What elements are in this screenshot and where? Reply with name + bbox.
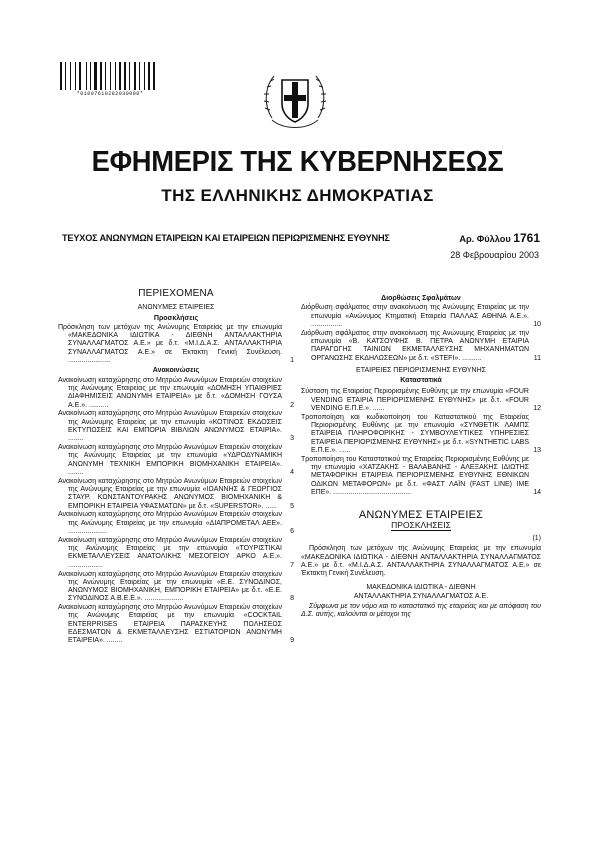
issue-label: Αρ. Φύλλου xyxy=(459,234,511,244)
barcode-bar xyxy=(124,62,126,90)
barcode-bar xyxy=(107,62,109,90)
barcode-bar xyxy=(105,62,106,90)
barcode-bar xyxy=(146,62,147,90)
barcode-bar xyxy=(94,62,97,90)
gazette-subtitle: ΤΗΣ ΕΛΛΗΝΙΚΗΣ ΔΗΜΟΚΡΑΤΙΑΣ xyxy=(161,186,434,205)
toc-entry-text: Ανακοίνωση καταχώρησης στο Μητρώο Ανωνύμων Εταιρειών στοιχείων της Ανώνυμης Εταιρείας με την επωνυμία «ΥΔΡΟΔΥΝΑΜΙΚΗ ΑΝΩΝΥΜΗ ΤΕΧΝΙΚΗ ΕΜΠΟΡΙΚΗ ΒΙΟΜΗΧΑΝΙΚΗ ΕΤΑΙΡΕΙΑ». ........ xyxy=(58,444,282,476)
barcode-bar xyxy=(134,62,136,90)
barcode-bar xyxy=(86,62,87,90)
toc-entry-page: 8 xyxy=(290,595,294,603)
barcode-bar xyxy=(122,62,123,90)
barcode-bar xyxy=(144,62,145,90)
barcode-bar xyxy=(130,62,133,90)
toc-section-ae: ΑΝΩΝΥΜΕΣ ΕΤΑΙΡΕΙΕΣ xyxy=(137,304,215,312)
barcode-bar xyxy=(88,62,89,90)
toc-entry xyxy=(58,324,294,365)
toc-entry-text: Ανακοίνωση καταχώρησης στο Μητρώο Ανωνύμων Εταιρειών στοιχείων της Ανώνυμης Εταιρείας με την επωνυμία «Ε.Ε. ΣΥΝΟΔΙΝΟΣ, ΑΝΩΝΥΜΟΣ ΒΙΟΜΗΧΑΝΙΚΗ, ΕΜΠΟΡΙΚΗ ΕΤΑΙΡΕΙΑ» με δ.τ. «Ε.Ε. ΣΥΝΟΔΙΝΟΣ Α.Β.Ε.Ε.». .................... xyxy=(58,570,282,603)
toc-entry-page: 14 xyxy=(533,489,541,497)
toc-entry-text: Ανακοίνωση καταχώρησης στο Μητρώο Ανωνύμων Εταιρειών στοιχείων της Ανώνυμης Εταιρείας με την επωνυμία «ΔΟΜΗΣΗ ΥΠΑΙΘΡΙΕΣ ΔΙΑΦΗΜΙΣΕΙΣ ΑΝΩΝΥΜΗ ΕΤΑΙΡΕΙΑ» με δ.τ. «ΔΟΜΗΣΗ ΓΟΥΣΑ Α.Ε.». .......... xyxy=(58,376,282,409)
barcode-bar xyxy=(151,62,152,90)
barcode-bar xyxy=(127,62,128,90)
barcode-bar xyxy=(82,62,85,90)
barcode-bar xyxy=(100,62,102,90)
toc-left-column xyxy=(58,290,294,646)
barcode-bar xyxy=(63,62,64,90)
barcode-bar xyxy=(70,62,71,90)
barcode-number: *01007610282030008* xyxy=(76,91,144,97)
toc-section-ltd: ΕΤΑΙΡΕΙΕΣ ΠΕΡΙΩΡΙΣΜΕΝΗΣ ΕΥΘΥΝΗΣ xyxy=(356,366,486,374)
toc-entry xyxy=(58,377,294,410)
barcode-bar xyxy=(79,62,81,90)
barcode xyxy=(60,62,158,90)
barcode-bar xyxy=(117,62,118,90)
toc-sub-invitations: Προσκλήσεις xyxy=(153,314,199,322)
toc-entry-page: 10 xyxy=(533,320,541,328)
toc-entry-page: 1 xyxy=(290,357,294,365)
barcode-bar xyxy=(141,62,143,90)
toc-entry-page: 11 xyxy=(533,354,541,362)
toc-entry-text: Ανακοίνωση καταχώρησης στο Μητρώο Ανωνύμων Εταιρειών στοιχείων της Ανώνυμης Εταιρείας με την επωνυμία «COCKTAIL ENTERPRISES ΕΤΑΙΡΕΙΑ ΠΑΡΑΣΚΕΥΗΣ ΠΩΛΗΣΕΩΣ ΕΔΕΣΜΑΤΩΝ & ΕΚΜΕΤΑΛΛΕΥΣΗΣ ΕΣΤΙΑΤΟΡΙΩΝ ΑΝΩΝΥΜΗ ΕΤΑΙΡΕΙΑ». ........ xyxy=(58,604,282,645)
toc-entry-page: 12 xyxy=(533,405,541,413)
toc-entry-text: Τροποποίηση του Καταστατικού της Εταιρείας Περιορισμένης Ευθύνης με την επωνυμία «ΧΑΤΖΑΚΗΣ - ΒΑΛΑΒΑΝΗΣ - ΑΛΕΞΑΚΗΣ ΙΔΙΩΤΗΣ ΜΕΤΑΦΟΡΙΚΗ ΕΤΑΙΡΕΙΑ ΠΕΡΙΟΡΙΣΜΕΝΗΣ ΕΥΘΥΝΗΣ ΕΘΝΙΚΩΝ ΟΔΙΚΩΝ ΜΕΤΑΦΟΡΩΝ» με δ.τ. «ΦΑΣΤ ΛΑΪΝ (FAST LINE) ΙΜΕ ΕΠΕ». ........................................ xyxy=(301,455,529,497)
toc-entry-page: 6 xyxy=(290,528,294,536)
barcode-bar xyxy=(110,62,111,90)
toc-entry-text: Ανακοίνωση καταχώρησης στο Μητρώο Ανωνύμων Εταιρειών στοιχείων της Ανώνυμης Εταιρείας με την επωνυμία «ΤΟΥΡΙΣΤΙΚΑΙ ΕΚΜΕΤΑΛΛΕΥΣΕΙΣ ΑΝΑΤΟΛΙΚΗΣ ΜΕΣΟΓΕΙΟΥ ΑΡΚΟ Α.Ε.». .................. xyxy=(58,536,282,569)
toc-entry xyxy=(58,444,294,477)
barcode-bar xyxy=(103,62,104,90)
toc-entry xyxy=(58,478,294,511)
toc-entry-page: 5 xyxy=(290,502,294,510)
toc-sub-statutes: Καταστατικά xyxy=(400,377,442,385)
barcode-bar xyxy=(60,62,62,90)
toc-entry xyxy=(301,456,541,497)
body-company-line1: ΜΑΚΕΔΟΝΙΚΑ ΙΔΙΩΤΙΚΑ - ΔΙΕΘΝΗ xyxy=(366,584,476,592)
toc-entry xyxy=(58,410,294,443)
barcode-bar xyxy=(137,62,138,90)
barcode-bar xyxy=(153,62,155,90)
toc-entry-text: Ανακοίνωση καταχώρησης στο Μητρώο Ανωνύμων Εταιρειών στοιχείων της Ανώνυμης Εταιρείας με την επωνυμία «ΙΩΑΝΝΗΣ & ΓΕΩΡΓΙΟΣ ΣΤΑΥΡ. ΚΩΝΣΤΑΝΤΟΥΡΑΚΗΣ ΑΝΩΝΥΜΟΣ ΒΙΟΜΗΧΑΝΙΚΗ & ΕΜΠΟΡΙΚΗ ΕΤΑΙΡΕΙΑ ΥΦΑΣΜΑΤΩΝ» με δ.τ. «SUPERSTOR». ...... xyxy=(58,477,282,510)
barcode-bar xyxy=(115,62,116,90)
toc-entry xyxy=(58,604,294,645)
body-item-number: (1) xyxy=(532,534,541,542)
barcode-bar xyxy=(98,62,99,90)
gazette-title: ΕΦΗΜΕΡΙΣ ΤΗΣ ΚΥΒΕΡΝΗΣΕΩΣ xyxy=(91,146,504,178)
toc-entry-text: Ανακοίνωση καταχώρησης στο Μητρώο Ανωνύμων Εταιρειών στοιχείων της Ανώνυμης Εταιρείας με την επωνυμία «ΚΟΤΙΝΟΣ ΕΚΔΟΣΕΙΣ ΕΚΤΥΠΩΣΕΙΣ ΚΑΙ ΕΜΠΟΡΙΑ ΒΙΒΛΙΩΝ ΑΝΩΝΥΜΟΣ ΕΤΑΙΡΙΑ». ........ xyxy=(58,410,282,443)
barcode-bar xyxy=(119,62,121,90)
toc-sub-corrections: Διορθώσεις Σφαλμάτων xyxy=(381,295,461,302)
body-paragraph: Σύμφωνα με τον νόμο και το καταστατικό της εταιρείας και με απόφαση του Δ.Σ. αυτής, καλούνται οι μέτοχοι της xyxy=(301,603,541,619)
issue-type: ΤΕΥΧΟΣ ΑΝΩΝΥΜΩΝ ΕΤΑΙΡΕΙΩΝ ΚΑΙ ΕΤΑΙΡΕΙΩΝ ΠΕΡΙΩΡΙΣΜΕΝΗΣ ΕΥΘΥΝΗΣ xyxy=(62,233,390,243)
barcode-bar xyxy=(65,62,66,90)
toc-entry xyxy=(58,571,294,604)
toc-entry-text: Διόρθωση σφάλματος στην ανακοίνωση της Ανώνυμης Εταιρείας με την επωνυμία «Ανώνυμος Κτηματική Εταιρεία ΠΑΛΛΑΣ ΑΘΗΝΑ Α.Ε.». ................ xyxy=(301,304,529,328)
body-subheading xyxy=(301,521,541,529)
barcode-bar xyxy=(129,62,130,90)
toc-entry xyxy=(301,414,541,455)
toc-entry-page: 9 xyxy=(290,637,294,645)
toc-entry-page: 7 xyxy=(290,561,294,569)
toc-entry-page: 13 xyxy=(533,447,541,455)
toc-title: ΠΕΡΙΕΧΟΜΕΝΑ xyxy=(138,288,214,299)
barcode-bar xyxy=(139,62,140,90)
toc-entry-text: Διόρθωση σφάλματος στην ανακοίνωση της Ανώνυμης Εταιρείας με την επωνυμία «Β. ΚΑΤΣΟΥΦΗΣ Β. ΠΕΤΡΑ ΑΝΩΝΥΜΗ ΕΤΑΙΡΙΑ ΠΑΡΑΓΩΓΗΣ ΤΑΙΝΙΩΝ ΕΚΜΕΤΑΛΛΕΥΣΗΣ ΜΗΧΑΝΗΜΑΤΩΝ ΟΡΓΑΝΩΣΗΣ ΕΚΔΗΛΩΣΕΩΝ» με δ.τ. «STEFI». .......... xyxy=(301,329,529,362)
toc-entry-page: 2 xyxy=(290,401,294,409)
barcode-bar xyxy=(75,62,76,90)
barcode-bar xyxy=(92,62,93,90)
greek-coat-of-arms-icon xyxy=(260,66,330,136)
toc-entry-page: 4 xyxy=(290,468,294,476)
barcode-bar xyxy=(90,62,92,90)
issue-date: 28 Φεβρουαρίου 2003 xyxy=(450,250,539,260)
barcode-bar xyxy=(77,62,78,90)
issue-number: 1761 xyxy=(513,231,540,245)
toc-entry xyxy=(58,537,294,570)
body-section-heading: ΑΝΩΝΥΜΕΣ ΕΤΑΙΡΕΙΕΣ xyxy=(358,509,484,522)
barcode-bar xyxy=(156,62,157,90)
toc-entry-text: Τροποποίηση και κωδικοποίηση του Καταστατικού της Εταιρείας Περιορισμένης Ευθύνης με την επωνυμία «ΣΥΝΘΕΤΙΚ ΛΑΜΠΣ ΕΤΑΙΡΕΙΑ ΠΛΗΡΟΦΟΡΙΚΗΣ - ΣΥΜΒΟΥΛΕΥΤΙΚΕΣ ΥΠΗΡΕΣΙΕΣ ΕΤΑΙΡΕΙΑ ΠΕΡΙΟΡΙΣΜΕΝΗΣ ΕΥΘΥΝΗΣ» με δ.τ. «SYNTHETIC LABS Ε.Π.Ε.». ...... xyxy=(301,413,529,455)
barcode-bar xyxy=(72,62,74,90)
toc-entry-text: Πρόσκληση των μετόχων της Ανώνυμης Εταιρείας με την επωνυμία «ΜΑΚΕΔΟΝΙΚΑ ΙΔΙΩΤΙΚΑ - ΔΙΕΘΝΗ ΑΝΤΑΛΛΑΚΤΗΡΙΑ ΣΥΝΑΛΛΑΓΜΑΤΟΣ Α.Ε.» με δ.τ. «Μ.Ι.Δ.Α.Σ. ΑΝΤΑΛΛΑΚΤΗΡΙΑ ΣΥΝΑΛΛΑΓΜΑΤΟΣ Α.Ε.» σε Έκτακτη Γενική Συνέλευση. ...................... xyxy=(58,323,282,365)
barcode-bar xyxy=(148,62,151,90)
toc-entry xyxy=(301,388,541,413)
toc-entry xyxy=(301,304,541,329)
toc-entry-text: Σύσταση της Εταιρείας Περιορισμένης Ευθύνης με την επωνυμία «FOUR VENDING ΕΤΑΙΡΙΑ ΠΕΡΙΟΡΙΣΜΕΝΗΣ ΕΥΘΥΝΗΣ» με δ.τ. «FOUR VENDING Ε.Π.Ε.». ...... xyxy=(301,388,529,413)
toc-entry-text: Ανακοίνωση καταχώρησης στο Μητρώο Ανωνύμων Εταιρειών στοιχείων της Ανώνυμης Εταιρείας με την επωνυμία «ΔΙΑΠΡΟΜΕΤΑΛ ΑΕΕ». .................... xyxy=(58,511,282,536)
body-subheading-text: ΠΡΟΣΚΛΗΣΕΙΣ xyxy=(391,519,451,530)
toc-entry xyxy=(301,330,541,363)
toc-right-column xyxy=(301,293,541,620)
toc-entry xyxy=(58,511,294,536)
toc-entry-page: 3 xyxy=(290,435,294,443)
toc-sub-announcements: Ανακοινώσεις xyxy=(152,367,200,375)
body-company-line2: ΑΝΤΑΛΛΑΚΤΗΡΙΑ ΣΥΝΑΛΛΑΓΜΑΤΟΣ Α.Ε. xyxy=(353,592,489,600)
issue-number-label xyxy=(459,231,540,245)
barcode-bar xyxy=(67,62,70,90)
barcode-bar xyxy=(111,62,114,90)
body-invitation-text: Πρόσκληση των μετόχων της Ανώνυμης Εταιρείας με την επωνυμία «ΜΑΚΕΔΟΝΙΚΑ ΙΔΙΩΤΙΚΑ - ΔΙΕΘΝΗ ΑΝΤΑΛΛΑΚΤΗΡΙΑ ΣΥΝΑΛΛΑΓΜΑΤΟΣ Α.Ε.» με δ.τ. «Μ.Ι.Δ.Α.Σ. ΑΝΤΑΛΛΑΚΤΗΡΙΑ ΣΥΝΑΛΛΑΓΜΑΤΟΣ Α.Ε.» σε Έκτακτη Γενική Συνέλευση. xyxy=(301,545,541,578)
